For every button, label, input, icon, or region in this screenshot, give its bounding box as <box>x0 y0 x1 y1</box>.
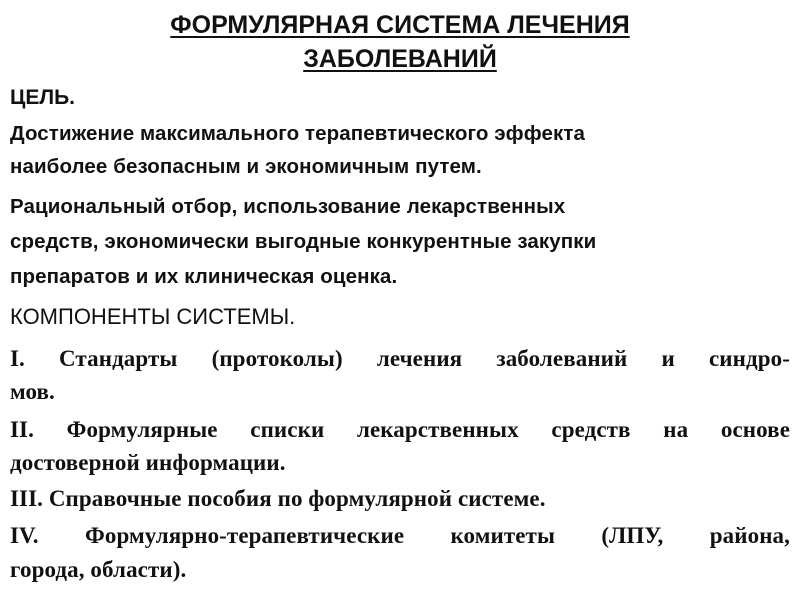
components-heading: КОМПОНЕНТЫ СИСТЕМЫ. <box>10 304 296 329</box>
slide-title-line-1: ФОРМУЛЯРНАЯ СИСТЕМА ЛЕЧЕНИЯ <box>170 11 630 39</box>
component-line-4: достоверной информации. <box>10 450 286 475</box>
goal-line-3: Рациональный отбор, использование лекарственных <box>10 195 566 218</box>
component-line-2: мов. <box>10 379 55 404</box>
component-line-3: II. Формулярные списки лекарственных средств на основе <box>10 417 790 442</box>
slide-title-line-2: ЗАБОЛЕВАНИЙ <box>303 45 497 73</box>
component-line-5: III. Справочные пособия по формулярной системе. <box>10 486 546 511</box>
goal-line-4: средств, экономически выгодные конкурентные закупки <box>10 230 597 253</box>
goal-line-2: наиболее безопасным и экономичным путем. <box>10 155 482 178</box>
component-line-1: I. Стандарты (протоколы) лечения заболеваний и синдро- <box>10 346 790 371</box>
goal-heading: ЦЕЛЬ. <box>10 86 76 109</box>
goal-line-1: Достижение максимального терапевтического эффекта <box>10 122 585 145</box>
component-line-6: IV. Формулярно-терапевтические комитеты (ЛПУ, района, <box>10 523 790 548</box>
component-line-7: города, области). <box>10 557 187 582</box>
goal-line-5: препаратов и их клиническая оценка. <box>10 265 398 288</box>
